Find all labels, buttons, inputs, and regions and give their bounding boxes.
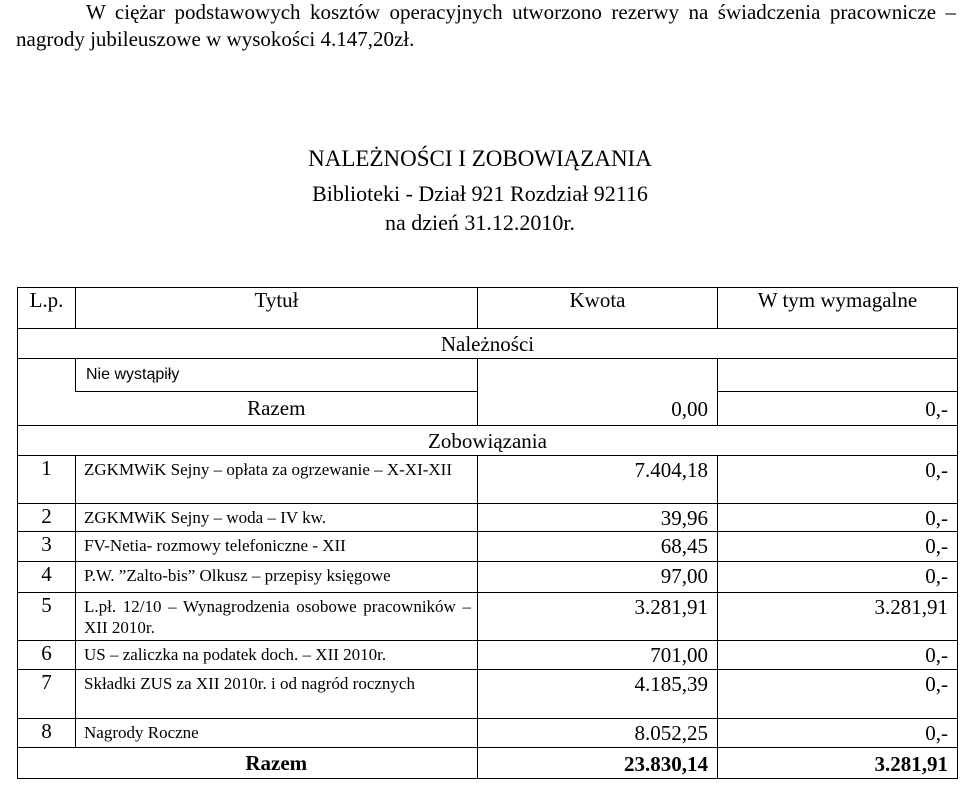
row-due: 0,- [718, 670, 958, 719]
report-date: na dzień 31.12.2010r. [384, 210, 576, 235]
intro-paragraph: W ciężar podstawowych kosztów operacyjnych utworzono rezerwy na świadczenia pracownicze – nagrody jubileuszowe w wysokości 4.147,20zł. [16, 0, 956, 51]
liabilities-total-row [18, 748, 958, 779]
receivables-total-spacer [18, 391, 76, 426]
row-due: 0,- [718, 532, 958, 562]
section-receivables-label: Należności [18, 329, 958, 359]
row-due: 0,- [718, 456, 958, 504]
row-amount: 8.052,25 [478, 719, 718, 748]
header-row [18, 288, 958, 329]
table-row [18, 532, 958, 562]
row-lp: 4 [18, 562, 76, 593]
row-due: 0,- [718, 562, 958, 593]
row-lp: 6 [18, 641, 76, 670]
ledger-table [17, 287, 958, 779]
row-lp: 5 [18, 593, 76, 641]
table-row [18, 593, 958, 641]
row-lp: 2 [18, 504, 76, 532]
receivables-empty-note: Nie wystąpiły [76, 359, 478, 392]
row-lp: 8 [18, 719, 76, 748]
row-title: US – zaliczka na podatek doch. – XII 2010r. [76, 641, 478, 670]
table-row [18, 641, 958, 670]
receivables-total-amount: 0,00 [478, 391, 718, 426]
table-row [18, 456, 958, 504]
col-header-due: W tym wymagalne [718, 288, 958, 329]
row-lp: 3 [18, 532, 76, 562]
section-liabilities-row [18, 426, 958, 456]
row-due: 3.281,91 [718, 593, 958, 641]
row-title: Nagrody Roczne [76, 719, 478, 748]
section-receivables-row [18, 329, 958, 359]
table-row [18, 670, 958, 719]
liabilities-total-label: Razem [76, 748, 478, 779]
row-due: 0,- [718, 641, 958, 670]
liabilities-total-amount: 23.830,14 [478, 748, 718, 779]
receivables-empty-amount [478, 359, 718, 392]
row-due: 0,- [718, 719, 958, 748]
row-amount: 39,96 [478, 504, 718, 532]
table-row [18, 562, 958, 593]
row-title: FV-Netia- rozmowy telefoniczne - XII [76, 532, 478, 562]
table-row [18, 504, 958, 532]
row-amount: 7.404,18 [478, 456, 718, 504]
row-title: ZGKMWiK Sejny – opłata za ogrzewanie – X-XI-XII [76, 456, 478, 504]
row-lp: 7 [18, 670, 76, 719]
row-lp: 1 [18, 456, 76, 504]
row-amount: 68,45 [478, 532, 718, 562]
row-amount: 3.281,91 [478, 593, 718, 641]
receivables-total-due: 0,- [718, 391, 958, 426]
receivables-total-label: Razem [76, 391, 478, 426]
row-title: L.pł. 12/10 – Wynagrodzenia osobowe pracowników – XII 2010r. [76, 593, 478, 641]
section-liabilities-label: Zobowiązania [18, 426, 958, 456]
liabilities-total-due: 3.281,91 [718, 748, 958, 779]
table-row [18, 719, 958, 748]
report-subtitle: Biblioteki - Dział 921 Rozdział 92116 [312, 181, 648, 206]
receivables-empty-lp [18, 359, 76, 392]
col-header-amount: Kwota [478, 288, 718, 329]
receivables-empty-due [718, 359, 958, 392]
row-due: 0,- [718, 504, 958, 532]
row-amount: 97,00 [478, 562, 718, 593]
receivables-empty-row [18, 359, 958, 392]
row-title: P.W. ”Zalto-bis” Olkusz – przepisy księgowe [76, 562, 478, 593]
row-title: Składki ZUS za XII 2010r. i od nagród rocznych [76, 670, 478, 719]
col-header-lp: L.p. [18, 288, 76, 329]
liabilities-total-spacer [18, 748, 76, 779]
receivables-total-row [18, 391, 958, 426]
row-title: ZGKMWiK Sejny – woda – IV kw. [76, 504, 478, 532]
row-amount: 701,00 [478, 641, 718, 670]
col-header-title: Tytuł [76, 288, 478, 329]
row-amount: 4.185,39 [478, 670, 718, 719]
report-title: NALEŻNOŚCI I ZOBOWIĄZANIA [308, 146, 652, 171]
